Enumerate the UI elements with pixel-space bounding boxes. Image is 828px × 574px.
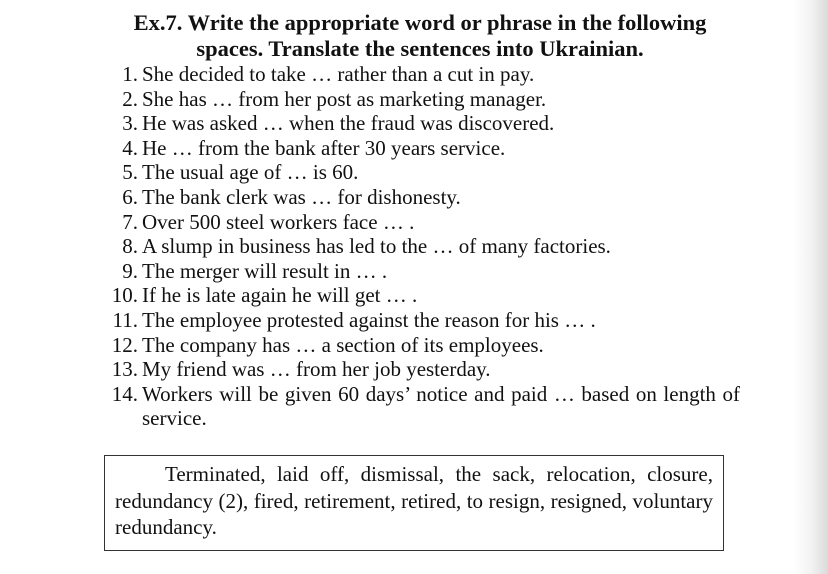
list-item — [100, 382, 740, 431]
item-text: The company has … a section of its employees. — [142, 332, 544, 357]
item-number: 7. — [122, 209, 138, 234]
list-item — [100, 210, 740, 235]
item-number: 3. — [122, 111, 138, 136]
word-bank-box: Terminated, laid off, dismissal, the sack, relocation, closure, redundancy (2), fired, retirement, retired, to resign, resigned, voluntary redundancy. — [104, 455, 724, 551]
sentence-list — [100, 62, 740, 431]
item-number: 10. — [111, 283, 138, 308]
item-text: The bank clerk was … for dishonesty. — [142, 184, 461, 209]
list-item — [100, 357, 740, 382]
item-text: She has … from her post as marketing manager. — [142, 86, 547, 111]
item-number: 9. — [122, 258, 138, 283]
item-number: 5. — [122, 160, 138, 185]
item-number: 14. — [111, 381, 138, 406]
item-text: If he is late again he will get … . — [142, 283, 418, 308]
item-text: She decided to take … rather than a cut in pay. — [142, 62, 535, 86]
exercise-title — [100, 10, 740, 62]
title-line-2: spaces. Translate the sentences into Ukrainian. — [196, 36, 644, 61]
list-item — [100, 62, 740, 87]
item-number: 6. — [122, 184, 138, 209]
item-text: The merger will result in … . — [142, 258, 388, 283]
list-item — [100, 283, 740, 308]
item-text: He … from the bank after 30 years service. — [142, 135, 506, 160]
item-number: 13. — [111, 357, 138, 382]
list-item — [100, 259, 740, 284]
list-item — [100, 333, 740, 358]
list-item — [100, 160, 740, 185]
item-number: 8. — [122, 234, 138, 259]
item-number: 12. — [111, 332, 138, 357]
item-number: 11. — [112, 307, 138, 332]
page-edge-shadow — [794, 0, 828, 574]
list-item — [100, 111, 740, 136]
list-item — [100, 308, 740, 333]
list-item — [100, 234, 740, 259]
item-text: Over 500 steel workers face … . — [142, 209, 415, 234]
item-text: Workers will be given 60 days’ notice and paid … based on length of service. — [142, 381, 740, 431]
item-text: The usual age of … is 60. — [142, 160, 359, 185]
list-item — [100, 136, 740, 161]
list-item — [100, 87, 740, 112]
item-number: 4. — [122, 135, 138, 160]
list-item — [100, 185, 740, 210]
item-number: 2. — [122, 86, 138, 111]
item-number: 1. — [122, 62, 138, 86]
item-text: The employee protested against the reason for his … . — [142, 307, 596, 332]
item-text: My friend was … from her job yesterday. — [142, 357, 491, 382]
item-text: He was asked … when the fraud was discovered. — [142, 111, 555, 136]
item-text: A slump in business has led to the … of many factories. — [142, 234, 611, 259]
title-line-1: Ex.7. Write the appropriate word or phrase in the following — [133, 10, 707, 35]
